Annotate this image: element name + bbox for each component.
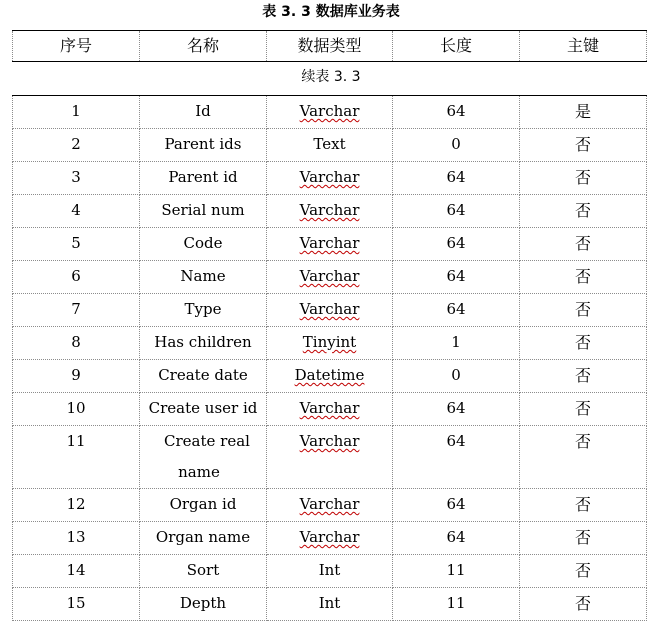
cell-type-text: Varchar xyxy=(299,495,360,513)
cell-no xyxy=(13,162,140,195)
cell-length-text: 0 xyxy=(451,366,461,384)
column-header-no: 序号 xyxy=(13,31,140,62)
table-row xyxy=(13,588,647,621)
cell-length xyxy=(393,261,520,294)
cell-no xyxy=(13,327,140,360)
cell-type-text: Varchar xyxy=(299,528,360,546)
cell-type xyxy=(267,195,393,228)
cell-length xyxy=(393,129,520,162)
cell-type-text: Varchar xyxy=(299,300,360,318)
cell-no-text: 5 xyxy=(71,234,81,252)
data-table xyxy=(12,95,647,621)
cell-no-text: 2 xyxy=(71,135,81,153)
table-row xyxy=(13,327,647,360)
cell-name xyxy=(140,360,267,393)
cell-no xyxy=(13,588,140,621)
cell-name-text: Parent ids xyxy=(164,135,242,153)
cell-pk-text: 否 xyxy=(574,234,591,253)
cell-length xyxy=(393,228,520,261)
table-row xyxy=(13,162,647,195)
cell-type-text: Varchar xyxy=(299,168,360,186)
cell-no xyxy=(13,489,140,522)
cell-pk-text: 否 xyxy=(574,201,591,220)
cell-type xyxy=(267,261,393,294)
cell-pk xyxy=(520,228,647,261)
cell-length xyxy=(393,327,520,360)
cell-pk xyxy=(520,327,647,360)
cell-no-text: 12 xyxy=(66,495,86,513)
column-header-type: 数据类型 xyxy=(267,31,393,62)
cell-pk xyxy=(520,522,647,555)
cell-type xyxy=(267,129,393,162)
cell-no xyxy=(13,426,140,489)
cell-no-text: 4 xyxy=(71,201,81,219)
cell-name xyxy=(140,393,267,426)
cell-length-text: 64 xyxy=(446,300,466,318)
cell-name-text: Create user id xyxy=(148,399,258,417)
cell-length xyxy=(393,96,520,129)
cell-name xyxy=(140,228,267,261)
table-row xyxy=(13,489,647,522)
cell-type xyxy=(267,96,393,129)
cell-pk-text: 否 xyxy=(574,561,591,580)
cell-type xyxy=(267,426,393,489)
cell-length-text: 64 xyxy=(446,201,466,219)
cell-length-text: 11 xyxy=(446,594,466,612)
table-row xyxy=(13,261,647,294)
cell-no xyxy=(13,393,140,426)
cell-pk xyxy=(520,555,647,588)
cell-name xyxy=(140,588,267,621)
cell-name-text: Sort xyxy=(186,561,220,579)
table-row xyxy=(13,228,647,261)
cell-name xyxy=(140,489,267,522)
cell-length-text: 64 xyxy=(446,528,466,546)
cell-length xyxy=(393,489,520,522)
cell-length xyxy=(393,162,520,195)
cell-length xyxy=(393,195,520,228)
cell-pk xyxy=(520,360,647,393)
cell-no xyxy=(13,228,140,261)
cell-length-text: 64 xyxy=(446,168,466,186)
cell-length xyxy=(393,555,520,588)
table-caption: 表 3. 3 数据库业务表 xyxy=(262,4,400,20)
cell-no-text: 11 xyxy=(66,432,86,450)
table-row xyxy=(13,360,647,393)
cell-pk xyxy=(520,588,647,621)
continued-caption: 续表 3. 3 xyxy=(301,69,361,85)
cell-name xyxy=(140,96,267,129)
cell-pk xyxy=(520,162,647,195)
cell-pk-text: 否 xyxy=(574,528,591,547)
cell-type xyxy=(267,327,393,360)
table-row xyxy=(13,294,647,327)
cell-name-text: Create date xyxy=(158,366,248,384)
cell-name xyxy=(140,327,267,360)
cell-type xyxy=(267,294,393,327)
cell-length xyxy=(393,588,520,621)
cell-no xyxy=(13,522,140,555)
cell-no-text: 6 xyxy=(71,267,81,285)
cell-length-text: 64 xyxy=(446,432,466,450)
cell-no-text: 1 xyxy=(71,102,81,120)
cell-no xyxy=(13,195,140,228)
cell-pk-text: 否 xyxy=(574,333,591,352)
cell-no xyxy=(13,96,140,129)
table-row xyxy=(13,426,647,489)
cell-pk xyxy=(520,129,647,162)
cell-pk xyxy=(520,261,647,294)
cell-pk-text: 否 xyxy=(574,135,591,154)
cell-name xyxy=(140,162,267,195)
cell-name-text: Id xyxy=(195,102,211,120)
cell-name xyxy=(140,522,267,555)
cell-type-text: Text xyxy=(313,135,346,153)
table-row xyxy=(13,393,647,426)
cell-no xyxy=(13,129,140,162)
cell-no xyxy=(13,555,140,588)
cell-pk-text: 否 xyxy=(574,594,591,613)
cell-length-text: 64 xyxy=(446,267,466,285)
cell-name xyxy=(140,261,267,294)
cell-type xyxy=(267,522,393,555)
cell-pk-text: 否 xyxy=(574,432,591,451)
cell-type-text: Varchar xyxy=(299,432,360,450)
cell-no-text: 3 xyxy=(71,168,81,186)
cell-type xyxy=(267,588,393,621)
cell-pk xyxy=(520,195,647,228)
cell-length-text: 64 xyxy=(446,399,466,417)
cell-length xyxy=(393,294,520,327)
cell-pk-text: 否 xyxy=(574,495,591,514)
cell-no-text: 15 xyxy=(66,594,86,612)
cell-no xyxy=(13,294,140,327)
cell-name xyxy=(140,195,267,228)
cell-no xyxy=(13,261,140,294)
cell-pk-text: 否 xyxy=(574,168,591,187)
cell-type-text: Varchar xyxy=(299,234,360,252)
cell-name-text: Organ id xyxy=(169,495,237,513)
cell-type xyxy=(267,489,393,522)
column-header-name: 名称 xyxy=(140,31,267,62)
cell-no-text: 10 xyxy=(66,399,86,417)
table-row xyxy=(13,555,647,588)
cell-length xyxy=(393,522,520,555)
cell-pk xyxy=(520,489,647,522)
cell-pk-text: 否 xyxy=(574,267,591,286)
cell-length xyxy=(393,426,520,489)
cell-length-text: 64 xyxy=(446,495,466,513)
table-row xyxy=(13,195,647,228)
cell-name-text: Type xyxy=(184,300,222,318)
cell-pk xyxy=(520,426,647,489)
cell-type xyxy=(267,393,393,426)
cell-type-text: Tinyint xyxy=(302,333,357,351)
cell-no-text: 7 xyxy=(71,300,81,318)
cell-type xyxy=(267,555,393,588)
cell-name-text: Code xyxy=(183,234,223,252)
cell-pk-text: 否 xyxy=(574,300,591,319)
cell-type xyxy=(267,360,393,393)
cell-name-text: Serial num xyxy=(161,201,245,219)
header-row xyxy=(13,31,647,62)
cell-pk-text: 是 xyxy=(574,102,591,121)
cell-type-text: Varchar xyxy=(299,399,360,417)
cell-no-text: 8 xyxy=(71,333,81,351)
cell-name-text: Name xyxy=(180,267,226,285)
cell-pk-text: 否 xyxy=(574,366,591,385)
cell-name xyxy=(140,426,267,489)
cell-name-text: Has children xyxy=(154,333,252,351)
cell-name-text: Depth xyxy=(179,594,227,612)
cell-type-text: Varchar xyxy=(299,102,360,120)
cell-no xyxy=(13,360,140,393)
cell-name xyxy=(140,129,267,162)
cell-length-text: 0 xyxy=(451,135,461,153)
cell-pk xyxy=(520,294,647,327)
cell-length-text: 11 xyxy=(446,561,466,579)
cell-name-text: Parent id xyxy=(168,168,238,186)
cell-length-text: 1 xyxy=(451,333,461,351)
cell-length xyxy=(393,360,520,393)
cell-no-text: 14 xyxy=(66,561,86,579)
cell-pk xyxy=(520,393,647,426)
cell-type-text: Varchar xyxy=(299,267,360,285)
cell-type xyxy=(267,162,393,195)
cell-length-text: 64 xyxy=(446,234,466,252)
cell-length xyxy=(393,393,520,426)
column-header-length: 长度 xyxy=(393,31,520,62)
cell-type-text: Datetime xyxy=(294,366,365,384)
table-row xyxy=(13,522,647,555)
cell-length-text: 64 xyxy=(446,102,466,120)
cell-type-text: Varchar xyxy=(299,201,360,219)
cell-no-text: 9 xyxy=(71,366,81,384)
cell-no-text: 13 xyxy=(66,528,86,546)
table-header xyxy=(12,30,647,62)
cell-name xyxy=(140,294,267,327)
cell-name-text: Organ name xyxy=(155,528,251,546)
cell-type xyxy=(267,228,393,261)
column-header-pk: 主键 xyxy=(520,31,647,62)
cell-pk xyxy=(520,96,647,129)
cell-type-text: Int xyxy=(318,561,341,579)
table-row xyxy=(13,96,647,129)
table-row xyxy=(13,129,647,162)
cell-name-text: Create real name xyxy=(164,432,250,481)
cell-pk-text: 否 xyxy=(574,399,591,418)
cell-type-text: Int xyxy=(318,594,341,612)
cell-name xyxy=(140,555,267,588)
